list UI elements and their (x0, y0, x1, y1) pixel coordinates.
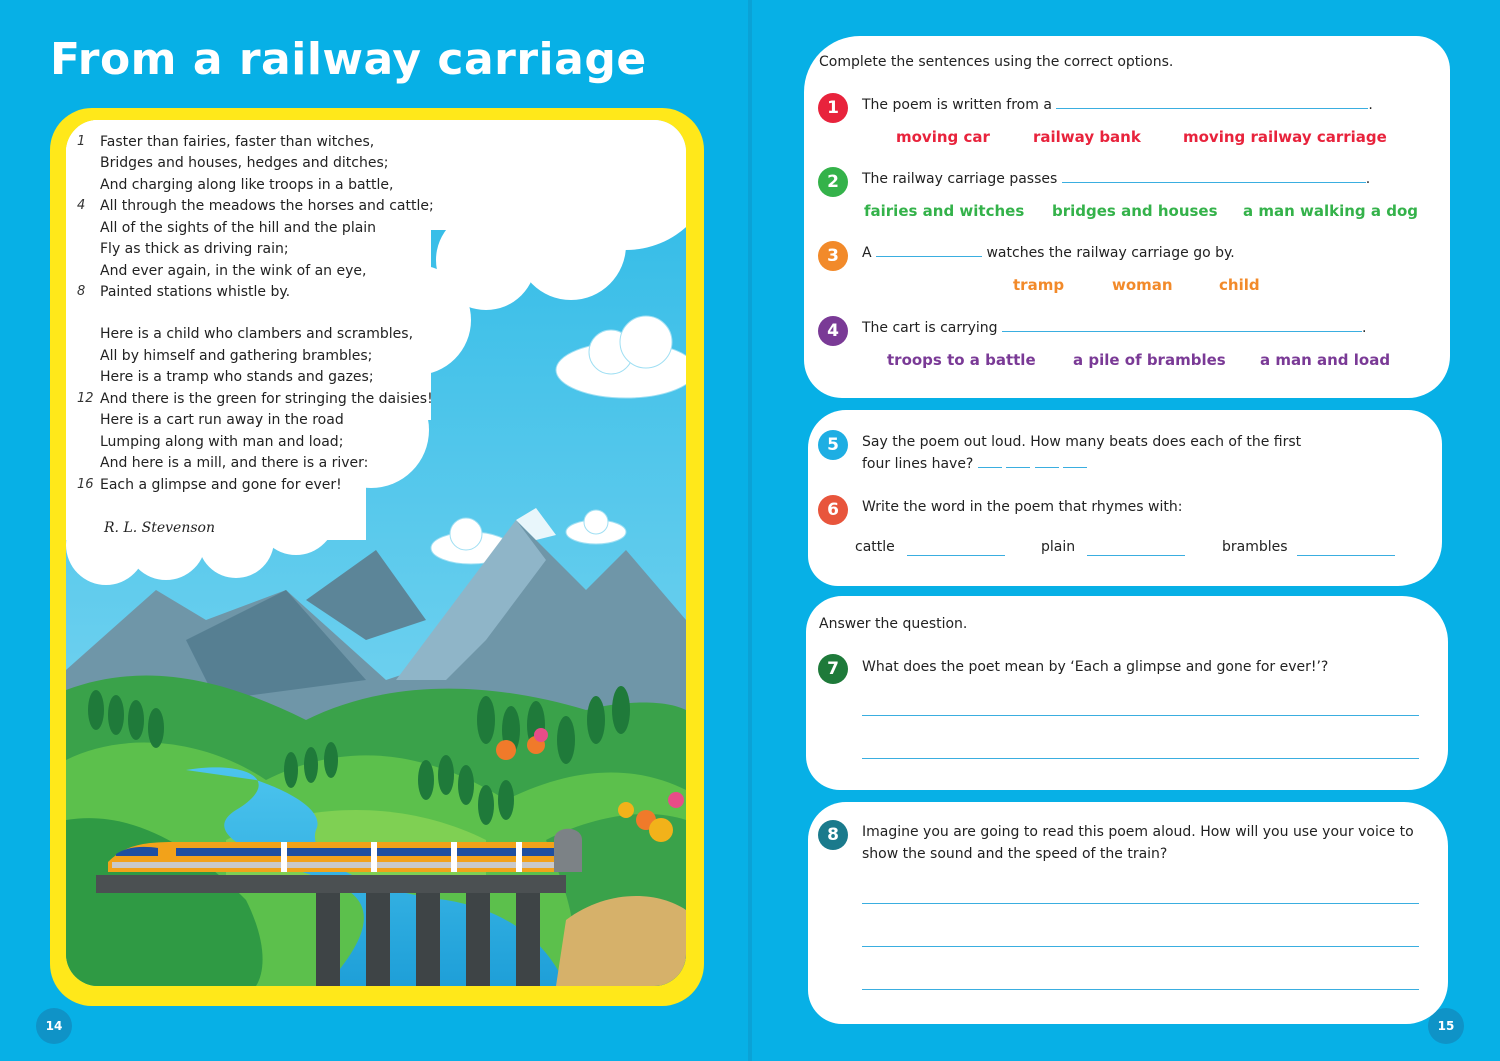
line-text: All by himself and gathering brambles; (100, 348, 373, 364)
option[interactable]: moving railway carriage (1183, 128, 1387, 146)
train (108, 842, 571, 872)
option[interactable]: troops to a battle (887, 351, 1036, 369)
line-text: All through the meadows the horses and cattle; (100, 198, 434, 214)
answer-blank-4[interactable] (1002, 317, 1362, 332)
option[interactable]: a pile of brambles (1073, 351, 1226, 369)
line-text: Here is a tramp who stands and gazes; (100, 369, 374, 385)
answer-line[interactable] (862, 946, 1419, 947)
q2-before: The railway carriage passes (862, 171, 1058, 187)
line-text: Painted stations whistle by. (100, 284, 291, 300)
question-badge-6: 6 (818, 495, 848, 525)
line-text: And here is a mill, and there is a river: (100, 455, 369, 471)
answer-blank-3[interactable] (876, 242, 982, 257)
questions-card-3 (806, 596, 1448, 790)
line-number: 4 (77, 198, 86, 213)
q1-after: . (1368, 97, 1373, 113)
question-3-text (862, 242, 1235, 264)
viaduct (96, 875, 566, 893)
question-8-line-1: Imagine you are going to read this poem aloud. How will you use your voice to (862, 824, 1414, 840)
line-text: All of the sights of the hill and the plain (100, 220, 377, 236)
answer-blank-1[interactable] (1056, 94, 1368, 109)
line-text: Bridges and houses, hedges and ditches; (100, 155, 389, 171)
question-5-line-2 (862, 453, 1087, 475)
beat-blank[interactable] (1035, 453, 1059, 468)
instruction: Complete the sentences using the correct options. (819, 54, 1174, 70)
line-number: 16 (77, 477, 94, 492)
option[interactable]: a man walking a dog (1243, 202, 1418, 220)
option[interactable]: railway bank (1033, 128, 1141, 146)
answer-line[interactable] (862, 715, 1419, 716)
rhyme-answer-line[interactable] (1297, 555, 1395, 556)
line-number: 12 (77, 391, 94, 406)
question-2-text (862, 168, 1370, 190)
q3-after: watches the railway carriage go by. (986, 245, 1235, 261)
answer-line[interactable] (862, 903, 1419, 904)
beat-blank[interactable] (1006, 453, 1030, 468)
line-text: Here is a cart run away in the road (100, 412, 344, 428)
rhyme-answer-line[interactable] (1087, 555, 1185, 556)
option[interactable]: a man and load (1260, 351, 1391, 369)
beat-blank[interactable] (1063, 453, 1087, 468)
q2-after: . (1365, 171, 1371, 187)
line-text: And ever again, in the wink of an eye, (100, 263, 367, 279)
rhyme-answer-line[interactable] (907, 555, 1005, 556)
page-title: From a railway carriage (50, 34, 647, 85)
question-1-text (862, 94, 1373, 116)
question-badge-5: 5 (818, 430, 848, 460)
q1-before: The poem is written from a (862, 97, 1052, 113)
page-number-left: 14 (36, 1008, 72, 1044)
poem-author: R. L. Stevenson (104, 520, 215, 536)
instruction: Answer the question. (819, 616, 968, 632)
option[interactable]: moving car (896, 128, 990, 146)
question-badge-7: 7 (818, 654, 848, 684)
answer-line[interactable] (862, 989, 1419, 990)
line-text: Each a glimpse and gone for ever! (100, 477, 342, 493)
q3-before: A (862, 245, 872, 261)
line-number: 1 (77, 134, 86, 149)
line-text: Faster than fairies, faster than witches, (100, 134, 375, 150)
question-badge-4: 4 (818, 316, 848, 346)
line-text: Lumping along with man and load; (100, 434, 344, 450)
question-badge-2: 2 (818, 167, 848, 197)
rhyme-word: cattle (855, 539, 895, 555)
question-4-text (862, 317, 1366, 339)
option[interactable]: child (1219, 276, 1260, 294)
question-badge-3: 3 (818, 241, 848, 271)
question-8-line-2: show the sound and the speed of the train? (862, 846, 1168, 862)
page-spine (748, 0, 752, 1061)
option[interactable]: fairies and witches (864, 202, 1025, 220)
beat-blank[interactable] (978, 453, 1002, 468)
answer-line[interactable] (862, 758, 1419, 759)
answer-blank-2[interactable] (1062, 168, 1366, 183)
q4-before: The cart is carrying (862, 320, 998, 336)
question-badge-8: 8 (818, 820, 848, 850)
page-number-right: 15 (1428, 1008, 1464, 1044)
line-text: Here is a child who clambers and scrambles, (100, 326, 414, 342)
line-text: And there is the green for stringing the daisies! (100, 391, 433, 407)
question-7-text: What does the poet mean by ‘Each a glimpse and gone for ever!’? (862, 659, 1329, 675)
question-badge-1: 1 (818, 93, 848, 123)
question-6-text: Write the word in the poem that rhymes with: (862, 499, 1183, 515)
poem-panel (66, 120, 686, 986)
question-5-line-1: Say the poem out loud. How many beats does each of the first (862, 434, 1302, 450)
questions-card-2 (808, 410, 1442, 586)
questions-card-1 (804, 36, 1450, 398)
option[interactable]: tramp (1013, 276, 1065, 294)
line-text: And charging along like troops in a battle, (100, 177, 394, 193)
q5-line-2-text: four lines have? (862, 456, 974, 472)
line-text: Fly as thick as driving rain; (100, 241, 289, 257)
option[interactable]: woman (1112, 276, 1173, 294)
option[interactable]: bridges and houses (1052, 202, 1218, 220)
rhyme-word: plain (1041, 539, 1076, 555)
questions-card-4 (808, 802, 1448, 1024)
line-number: 8 (77, 284, 86, 299)
q4-after: . (1362, 320, 1367, 336)
rhyme-word: brambles (1222, 539, 1288, 555)
